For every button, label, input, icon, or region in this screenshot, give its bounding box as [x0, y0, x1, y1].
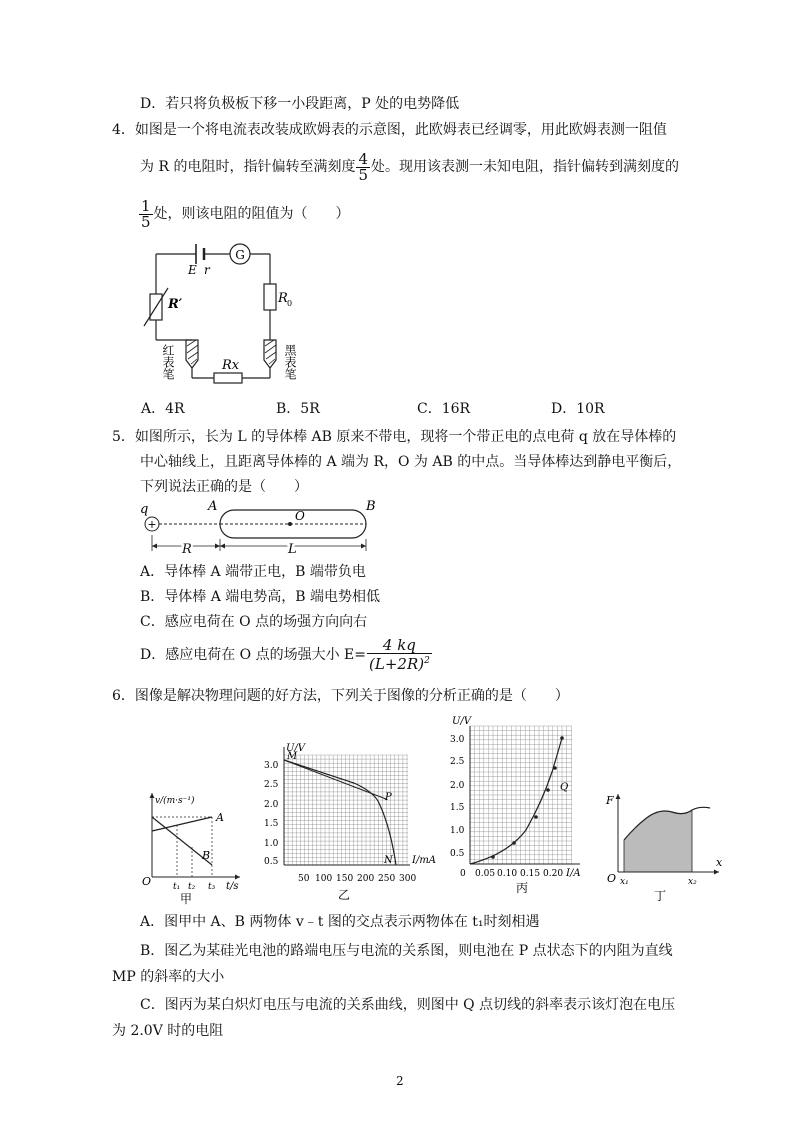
q6-option-c-line1: C．图丙为某白炽灯电压与电流的关系曲线，则图中 Q 点切线的斜率表示该灯泡在电压: [140, 997, 676, 1013]
q6-option-a: A．图甲中 A、B 两物体 v﹣t 图的交点表示两物体在 t₁时刻相遇: [140, 914, 540, 930]
q5-option-b: B．导体棒 A 端电势高，B 端电势相低: [140, 589, 381, 605]
q5-stem-line2: 中心轴线上，且距离导体棒的 A 端为 R，O 为 AB 的中点。当导体棒达到静电平衡后，: [140, 454, 682, 470]
yi-xtick: 50: [298, 874, 310, 884]
q4-frac2-den: 5: [141, 212, 151, 231]
graph-yi: [262, 735, 452, 905]
q5-formula-num: 4 kq: [367, 638, 432, 654]
jia-tick-t1: t₁: [173, 882, 181, 892]
label-r: r: [204, 263, 210, 277]
yi-xtick: 150: [336, 874, 354, 884]
bing-caption: 丙: [516, 881, 529, 895]
bing-ytick: 1.5: [450, 803, 465, 813]
graph-ding: [604, 790, 729, 903]
page-number: 2: [396, 1074, 404, 1088]
q5-formula-den-base: (L+2R): [369, 655, 425, 673]
bing-ylabel: U/V: [452, 716, 472, 727]
q5-option-d-text: D．感应电荷在 O 点的场强大小 E=: [140, 647, 367, 663]
jia-ylabel: v/(m·s⁻¹): [155, 796, 195, 806]
q4-option-c: C．16R: [417, 401, 471, 417]
yi-ytick: 0.5: [264, 857, 279, 867]
q5-option-d: [140, 638, 433, 672]
label-r-prime: R′: [168, 297, 183, 312]
yi-ytick: 2.0: [264, 800, 279, 810]
yi-xtick: 300: [399, 874, 417, 884]
bing-xtick: 0.10: [497, 869, 518, 879]
bing-xtick: 0.20: [543, 869, 564, 879]
graph-bing: [448, 712, 608, 902]
bing-ytick: 0.5: [450, 849, 465, 859]
q4-option-b: B．5R: [276, 401, 320, 417]
q4-line3-b: 处，则该电阻的阻值为（ ）: [153, 206, 350, 222]
jia-label-b: B: [202, 849, 211, 862]
label-a: A: [208, 499, 218, 514]
q5-formula: [367, 638, 432, 672]
label-b: B: [366, 499, 376, 514]
jia-caption: 甲: [180, 892, 193, 906]
bing-ytick: 3.0: [450, 735, 465, 745]
label-plus: +: [147, 518, 157, 531]
q6-stem: 6．图像是解决物理问题的好方法，下列关于图像的分析正确的是（ ）: [112, 688, 569, 704]
q5-option-a: A．导体棒 A 端带正电，B 端带负电: [140, 564, 366, 580]
label-red-pen: 红表笔: [161, 344, 175, 380]
label-r0-sub: 0: [287, 299, 293, 308]
bing-label-q: Q: [560, 782, 569, 793]
bing-origin: 0: [460, 869, 466, 879]
q5-formula-den: [367, 654, 432, 672]
q4-stem-line1: 4．如图是一个将电流表改装成欧姆表的示意图，此欧姆表已经调零，用此欧姆表测一阻值: [112, 122, 667, 138]
q4-stem-line2: [140, 149, 679, 184]
label-r0: R: [278, 291, 288, 306]
ding-shaded-area: [624, 810, 692, 872]
yi-ytick: 3.0: [264, 761, 279, 771]
label-black-pen: 黑表笔: [283, 344, 297, 380]
yi-xtick: 250: [378, 874, 396, 884]
q4-fraction-1-5: [139, 196, 153, 231]
q5-option-c: C．感应电荷在 O 点的场强方向向右: [140, 614, 368, 630]
bing-ytick: 2.0: [450, 781, 465, 791]
q6-option-b-line2: MP 的斜率的大小: [112, 969, 225, 985]
label-rx: Rx: [222, 358, 240, 373]
q6-option-b-line1: B．图乙为某硅光电池的路端电压与电流的关系图，则电池在 P 点状态下的内阻为直线: [140, 943, 673, 959]
q4-option-d: D．10R: [551, 401, 605, 417]
label-o: O: [295, 509, 305, 523]
yi-label-n: N: [384, 855, 393, 866]
ding-tick-x2: x₂: [688, 877, 697, 887]
midpoint-o: [288, 522, 292, 526]
jia-label-a: A: [216, 811, 224, 824]
q4-frac1-den: 5: [358, 165, 368, 184]
graph-jia: [140, 785, 255, 906]
q5-stem-line1: 5．如图所示，长为 L 的导体棒 AB 原来不带电，现将一个带正电的点电荷 q 放在导体棒的: [112, 429, 677, 445]
yi-caption: 乙: [338, 888, 351, 902]
ding-caption: 丁: [654, 889, 667, 903]
bing-ytick: 1.0: [450, 826, 465, 836]
label-l-length: L: [288, 542, 297, 557]
q4-stem-line3: [138, 196, 350, 232]
yi-ytick: 1.5: [264, 819, 279, 829]
yi-ytick: 1.0: [264, 839, 279, 849]
q4-fraction-4-5: [356, 149, 370, 184]
jia-label-o: O: [142, 875, 152, 888]
bing-xtick: 0.05: [475, 869, 496, 879]
jia-tick-t2: t₂: [188, 882, 196, 892]
q6-option-c-line2: 为 2.0V 时的电阻: [112, 1023, 224, 1039]
ding-label-o: O: [607, 872, 617, 885]
label-q: q: [140, 502, 149, 517]
jia-tick-t3: t₃: [208, 882, 216, 892]
yi-label-m: M: [287, 751, 298, 762]
q4-frac2-num: 1: [141, 196, 151, 215]
ohmmeter-circuit-diagram: [140, 236, 320, 396]
q5-formula-den-exp: 2: [424, 656, 430, 666]
ding-ylabel: F: [606, 794, 614, 807]
yi-ylabel: U/V: [286, 743, 306, 754]
bing-xlabel: I/A: [566, 868, 581, 879]
yi-xtick: 100: [315, 874, 333, 884]
bing-ytick: 2.5: [450, 757, 465, 767]
yi-label-p: P: [385, 792, 392, 803]
conductor-rod-diagram: [138, 497, 388, 559]
label-g: G: [235, 248, 245, 262]
yi-ytick: 2.5: [264, 780, 279, 790]
ding-tick-x1: x₁: [620, 877, 629, 887]
label-r-distance: R: [182, 542, 192, 557]
label-e: E: [188, 263, 197, 277]
yi-xlabel: I/mA: [412, 855, 437, 866]
q5-stem-line3: 下列说法正确的是（ ）: [140, 479, 308, 495]
q3-option-d: D．若只将负极板下移一小段距离，P 处的电势降低: [140, 96, 460, 112]
q4-line2-b: 处。现用该表测一未知电阻，指针偏转到满刻度的: [371, 159, 679, 175]
q4-frac1-num: 4: [358, 149, 368, 168]
bing-xtick: 0.15: [520, 869, 541, 879]
q4-option-a: A．4R: [141, 401, 185, 417]
jia-xlabel: t/s: [226, 881, 239, 892]
ding-xlabel: x: [716, 856, 723, 869]
yi-xtick: 200: [357, 874, 375, 884]
q4-line2-a: 为 R 的电阻时，指针偏转至满刻度: [140, 159, 356, 175]
